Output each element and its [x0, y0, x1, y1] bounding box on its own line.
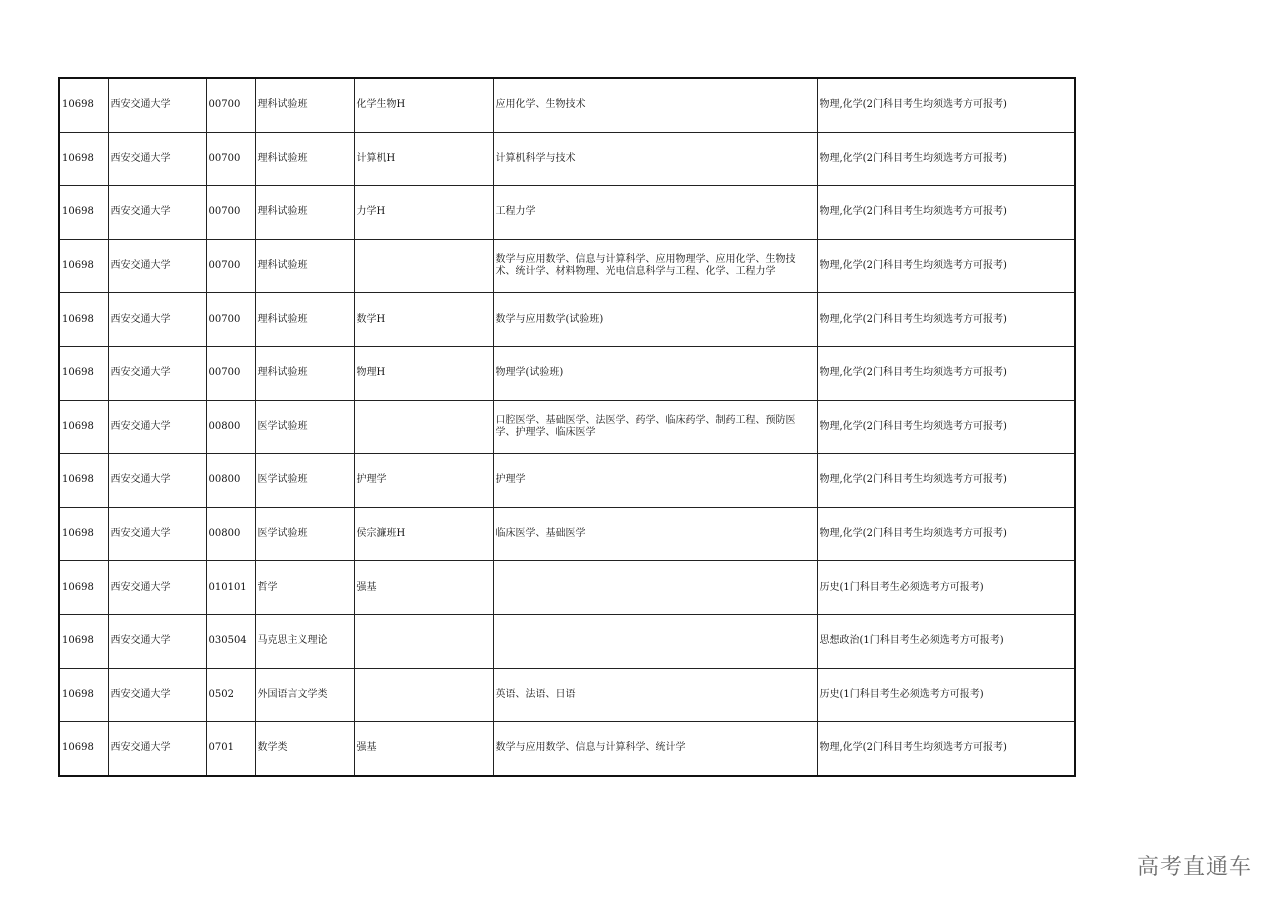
school-code-cell: 10698 [59, 186, 108, 240]
table-row [59, 400, 1075, 454]
major-code-cell: 00700 [206, 78, 255, 132]
major-code-cell: 030504 [206, 614, 255, 668]
note-cell: 计算机H [354, 132, 493, 186]
school-name-cell: 西安交通大学 [108, 561, 206, 615]
school-code-cell: 10698 [59, 132, 108, 186]
major-name-cell: 外国语言文学类 [255, 668, 354, 722]
subject-requirement-cell: 思想政治(1门科目考生必须选考方可报考) [817, 614, 1075, 668]
major-name-cell: 理科试验班 [255, 186, 354, 240]
school-code-cell: 10698 [59, 454, 108, 508]
included-majors-cell: 护理学 [493, 454, 817, 508]
major-name-cell: 哲学 [255, 561, 354, 615]
table-row [59, 293, 1075, 347]
note-cell [354, 668, 493, 722]
school-name-cell: 西安交通大学 [108, 507, 206, 561]
school-name-cell: 西安交通大学 [108, 132, 206, 186]
school-code-cell: 10698 [59, 400, 108, 454]
major-name-cell: 理科试验班 [255, 132, 354, 186]
table-row [59, 454, 1075, 508]
school-code-cell: 10698 [59, 614, 108, 668]
school-name-cell: 西安交通大学 [108, 722, 206, 776]
major-code-cell: 00800 [206, 454, 255, 508]
subject-requirement-cell: 物理,化学(2门科目考生均须选考方可报考) [817, 346, 1075, 400]
school-name-cell: 西安交通大学 [108, 78, 206, 132]
note-cell: 物理H [354, 346, 493, 400]
major-code-cell: 00700 [206, 239, 255, 293]
note-cell: 强基 [354, 722, 493, 776]
major-code-cell: 00800 [206, 400, 255, 454]
table-row [59, 614, 1075, 668]
subject-requirement-cell: 物理,化学(2门科目考生均须选考方可报考) [817, 78, 1075, 132]
school-code-cell: 10698 [59, 293, 108, 347]
table-row [59, 78, 1075, 132]
school-name-cell: 西安交通大学 [108, 186, 206, 240]
major-name-cell: 理科试验班 [255, 293, 354, 347]
major-code-cell: 0502 [206, 668, 255, 722]
school-code-cell: 10698 [59, 722, 108, 776]
included-majors-cell: 数学与应用数学、信息与计算科学、统计学 [493, 722, 817, 776]
included-majors-cell: 数学与应用数学(试验班) [493, 293, 817, 347]
major-name-cell: 医学试验班 [255, 507, 354, 561]
subject-requirement-cell: 物理,化学(2门科目考生均须选考方可报考) [817, 239, 1075, 293]
school-name-cell: 西安交通大学 [108, 239, 206, 293]
note-cell: 数学H [354, 293, 493, 347]
major-code-cell: 00700 [206, 186, 255, 240]
major-code-cell: 0701 [206, 722, 255, 776]
included-majors-cell: 物理学(试验班) [493, 346, 817, 400]
major-code-cell: 00700 [206, 132, 255, 186]
watermark-text: 高考直通车 [1136, 855, 1252, 880]
included-majors-cell: 应用化学、生物技术 [493, 78, 817, 132]
major-name-cell: 马克思主义理论 [255, 614, 354, 668]
subject-requirement-cell: 物理,化学(2门科目考生均须选考方可报考) [817, 507, 1075, 561]
major-code-cell: 00700 [206, 293, 255, 347]
included-majors-cell: 临床医学、基础医学 [493, 507, 817, 561]
table-row [59, 722, 1075, 776]
enrollment-table [58, 77, 1076, 777]
major-name-cell: 医学试验班 [255, 454, 354, 508]
included-majors-cell: 工程力学 [493, 186, 817, 240]
included-majors-cell: 数学与应用数学、信息与计算科学、应用物理学、应用化学、生物技术、统计学、材料物理、光电信息科学与工程、化学、工程力学 [493, 239, 817, 293]
school-code-cell: 10698 [59, 507, 108, 561]
major-code-cell: 00700 [206, 346, 255, 400]
table-row [59, 239, 1075, 293]
school-name-cell: 西安交通大学 [108, 614, 206, 668]
note-cell [354, 614, 493, 668]
school-name-cell: 西安交通大学 [108, 668, 206, 722]
subject-requirement-cell: 历史(1门科目考生必须选考方可报考) [817, 668, 1075, 722]
major-code-cell: 00800 [206, 507, 255, 561]
subject-requirement-cell: 物理,化学(2门科目考生均须选考方可报考) [817, 722, 1075, 776]
note-cell: 强基 [354, 561, 493, 615]
included-majors-cell: 英语、法语、日语 [493, 668, 817, 722]
school-name-cell: 西安交通大学 [108, 454, 206, 508]
school-code-cell: 10698 [59, 561, 108, 615]
major-name-cell: 理科试验班 [255, 78, 354, 132]
subject-requirement-cell: 物理,化学(2门科目考生均须选考方可报考) [817, 186, 1075, 240]
table-row [59, 132, 1075, 186]
school-code-cell: 10698 [59, 239, 108, 293]
included-majors-cell [493, 561, 817, 615]
subject-requirement-cell: 历史(1门科目考生必须选考方可报考) [817, 561, 1075, 615]
school-code-cell: 10698 [59, 346, 108, 400]
note-cell: 侯宗濂班H [354, 507, 493, 561]
school-name-cell: 西安交通大学 [108, 346, 206, 400]
subject-requirement-cell: 物理,化学(2门科目考生均须选考方可报考) [817, 132, 1075, 186]
table-body [59, 78, 1075, 776]
major-name-cell: 数学类 [255, 722, 354, 776]
included-majors-cell: 口腔医学、基础医学、法医学、药学、临床药学、制药工程、预防医学、护理学、临床医学 [493, 400, 817, 454]
note-cell [354, 239, 493, 293]
school-code-cell: 10698 [59, 78, 108, 132]
note-cell: 护理学 [354, 454, 493, 508]
subject-requirement-cell: 物理,化学(2门科目考生均须选考方可报考) [817, 293, 1075, 347]
note-cell: 力学H [354, 186, 493, 240]
school-name-cell: 西安交通大学 [108, 400, 206, 454]
school-code-cell: 10698 [59, 668, 108, 722]
table-row [59, 561, 1075, 615]
major-code-cell: 010101 [206, 561, 255, 615]
included-majors-cell: 计算机科学与技术 [493, 132, 817, 186]
table-row [59, 507, 1075, 561]
subject-requirement-cell: 物理,化学(2门科目考生均须选考方可报考) [817, 400, 1075, 454]
table-row [59, 668, 1075, 722]
major-name-cell: 医学试验班 [255, 400, 354, 454]
major-name-cell: 理科试验班 [255, 346, 354, 400]
table-row [59, 186, 1075, 240]
note-cell: 化学生物H [354, 78, 493, 132]
school-name-cell: 西安交通大学 [108, 293, 206, 347]
included-majors-cell [493, 614, 817, 668]
note-cell [354, 400, 493, 454]
major-name-cell: 理科试验班 [255, 239, 354, 293]
subject-requirement-cell: 物理,化学(2门科目考生均须选考方可报考) [817, 454, 1075, 508]
table-row [59, 346, 1075, 400]
